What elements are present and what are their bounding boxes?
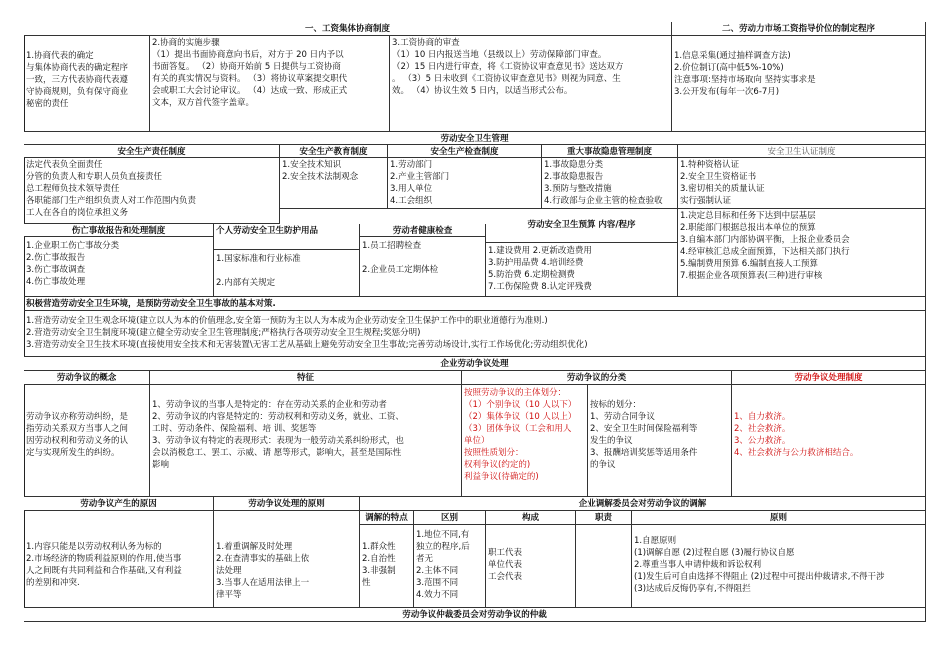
mediation-principle: 1.自愿原则 (1)调解自愿 (2)过程自愿 (3)履行协议自愿 2.尊重当事人申请仲裁和诉讼权利 (1)发生后可自由选择不得阻止 (2)过程中可提出仲裁请求,不得干涉 (3)达成后反悔仍享有,不得阻拦 <box>632 525 926 608</box>
header-dispute-system: 劳动争议处理制度 <box>732 371 926 385</box>
header-hazard-system: 重大事故隐患管理制度 <box>542 145 678 158</box>
header-dispute-principle: 劳动争议处理的原则 <box>214 497 360 511</box>
header-mediation-feature: 调解的特点 <box>360 511 414 525</box>
inspection-list: 1.劳动部门 2.产业主管部门 3.用人单位 4.工会组织 <box>388 158 542 209</box>
header-education-system: 安全生产教育制度 <box>280 145 388 158</box>
environment-list: 1.营造劳动安全卫生观念环境(建立以人为本的价值理念,安全第一预防为主以人为本成为企业劳动安全卫生保护工作中的职业道德行为准则.) 2.营造劳动安全卫生制度环境(建立健全劳动安全卫生管理制度;严格执行各项劳动安全卫生规程;奖惩分明) 3.营造劳动安全卫生技术环境(直接使用安全技术和无害装置\无害工艺从基础上避免劳动安全卫生事故;完善劳动场设计,实行工作场优化;劳动组织优化) <box>24 311 926 357</box>
section-title-disputes: 企业劳动争议处理 <box>24 357 926 371</box>
negotiation-steps: 2.协商的实施步骤 （1）提出书面协商意向书后，对方于 20 日内予以 书面答复。 （2）协商开始前 5 日提供与工资协商 有关的真实情况与资料。 （3）将协议草案提交职代 会或职工大会讨论审议。 （4）达成一致、形成正式 文本，双方首代签字盖章。 <box>150 36 390 132</box>
header-dispute-concept: 劳动争议的概念 <box>24 371 150 385</box>
protective-list: 1.国家标准和行业标准 2.内部有关规定 <box>214 250 360 297</box>
environment-title: 积极营造劳动安全卫生环境，是预防劳动安全卫生事故的基本对策. <box>24 297 926 311</box>
section-title-wage-negotiation: 一、工资集体协商制度 <box>24 22 672 36</box>
header-protective-equipment: 个人劳动安全卫生防护用品 <box>214 224 360 250</box>
header-mediation: 企业调解委员会对劳动争议的调解 <box>360 497 926 511</box>
guidance-steps: 1.信息采集(通过抽样调查方法) 2.价位制订(高中低5%-10%) 注意事项:坚持市场取向 坚持实事求是 3.公开发布(每年一次6-7月) <box>672 36 926 132</box>
mediation-struct: 职工代表 单位代表 工会代表 <box>486 525 576 608</box>
dispute-principle: 1.着重调解及时处理 2.在查清事实的基础上依 法处理 3.当事人在适用法律上一 律平等 <box>214 511 360 608</box>
dispute-feature: 1、劳动争议的当事人是特定的：存在劳动关系的企业和劳动者 2、劳动争议的内容是特定的：劳动权利和劳动义务，就业、工资、 工时、劳动条件、保险福利、培 训、奖惩等 3、劳动争议有特定的表现形式：表现为一般劳动关系纠纷形式，也 会以消极怠工、罢工、示威、请 愿等形式，影响大，甚至是国际性 影响 <box>150 385 462 497</box>
header-mediation-principle: 原则 <box>632 511 926 525</box>
header-dispute-cause: 劳动争议产生的原因 <box>24 497 214 511</box>
header-dispute-feature: 特征 <box>150 371 462 385</box>
dispute-system: 1、自力救济。 2、社会救济。 3、公力救济。 4、社会救济与公力救济相结合。 <box>732 385 926 497</box>
header-mediation-diff: 区别 <box>414 511 486 525</box>
dispute-class-subject: 按照劳动争议的主体划分： （1）个别争议（10 人以下） （2）集体争议（10 人以上） （3）团体争议（工会和用人 单位） 按照性质划分： 权利争议(约定的) 利益争议(待确定的) <box>462 385 588 497</box>
dispute-class-object: 按标的划分： 1、劳动合同争议 2、安全卫生时间保险福利等 发生的争议 3、报酬培训奖惩等适用条件 的争议 <box>588 385 732 497</box>
header-duty-system: 安全生产责任制度 <box>24 145 280 158</box>
negotiation-review: 3.工资协商的审查 （1）10 日内报送当地（县级以上）劳动保障部门审查。 （2）15 日内进行审查，将《工资协议审查意见书》送达双方 。 （3）5 日未收到《工资协议审查意见书》则视为同意、生 效。 （4）协议生效 5 日内，以适当形式公布。 <box>390 36 672 132</box>
section-title-wage-guidance: 二、劳动力市场工资指导价位的制定程序 <box>672 22 926 36</box>
header-mediation-duty: 职责 <box>576 511 632 525</box>
section-footer-arbitration: 劳动争议仲裁委员会对劳动争议的仲裁 <box>24 608 926 622</box>
budget-items: 1.建设费用 2.更新改造费用 3.防护用品费 4.培训经费 5.防治费 6.定期检测费 7.工伤保险费 8.认定评残费 <box>486 243 678 297</box>
negotiation-representatives: 1.协商代表的确定 与集体协商代表的确定程序 一致，三方代表协商代表遵 守协商规则，负有保守商业 秘密的责任 <box>24 36 150 132</box>
dispute-cause: 1.内容只能是以劳动权利认务为标的 2.市场经济的物质利益原则的作用,使当事 人之间既有共同利益和合作基础,又有利益 的差别和冲突. <box>24 511 214 608</box>
certification-list: 1.特种资格认证 2.安全卫生资格证书 3.密切相关的质量认证 实行强制认证 <box>678 158 926 209</box>
mediation-duty <box>576 525 632 608</box>
mediation-diff: 1.地位不同,有 独立的程序,后 者无 2.主体不同 3.范围不同 4.效力不同 <box>414 525 486 608</box>
header-accident-system: 伤亡事故报告和处理制度 <box>24 224 214 237</box>
header-inspection-system: 安全生产检查制度 <box>388 145 542 158</box>
mediation-feature: 1.群众性 2.自治性 3.非强制 性 <box>360 525 414 608</box>
header-dispute-class: 劳动争议的分类 <box>462 371 732 385</box>
header-budget: 劳动安全卫生预算 内容/程序 <box>486 209 678 243</box>
section-title-safety: 劳动安全卫生管理 <box>24 132 926 145</box>
education-list: 1.安全技术知识 2.安全技术法制观念 <box>280 158 388 209</box>
dispute-concept: 劳动争议亦称劳动纠纷，是 指劳动关系双方当事人之间 因劳动权利和劳动义务的认 定与实现所发生的纠纷。 <box>24 385 150 497</box>
budget-procedure: 1.决定总目标和任务下达到中层基层 2.职能部门根据总报出本单位的预算 3.自编本部门内部协调平衡，上报企业委员会 4.经审核汇总成全面预算，下达相关部门执行 5.编制费用预算 6.编制直接人工预算 7.根据企业各项预算表(三种)进行审核 <box>678 209 926 297</box>
header-health-check: 劳动者健康检查 <box>360 224 486 237</box>
hazard-list: 1.事故隐患分类 2.事故隐患报告 3.预防与整改措施 4.行政部与企业主管的检查验收 <box>542 158 678 209</box>
health-list: 1.员工招聘检查 2.企业员工定期体检 <box>360 237 486 297</box>
header-mediation-struct: 构成 <box>486 511 576 525</box>
accident-list: 1.企业职工伤亡事故分类 2.伤亡事故报告 3.伤亡事故调查 4.伤亡事故处理 <box>24 237 214 297</box>
duty-list: 法定代表负全面责任 分管的负责人和专职人员负直接责任 总工程师负技术领导责任 各职能部门生产组织负责人对工作范围内负责 工人在各自的岗位承担义务 <box>24 158 280 224</box>
header-certification-system: 安全卫生认证制度 <box>678 145 926 158</box>
